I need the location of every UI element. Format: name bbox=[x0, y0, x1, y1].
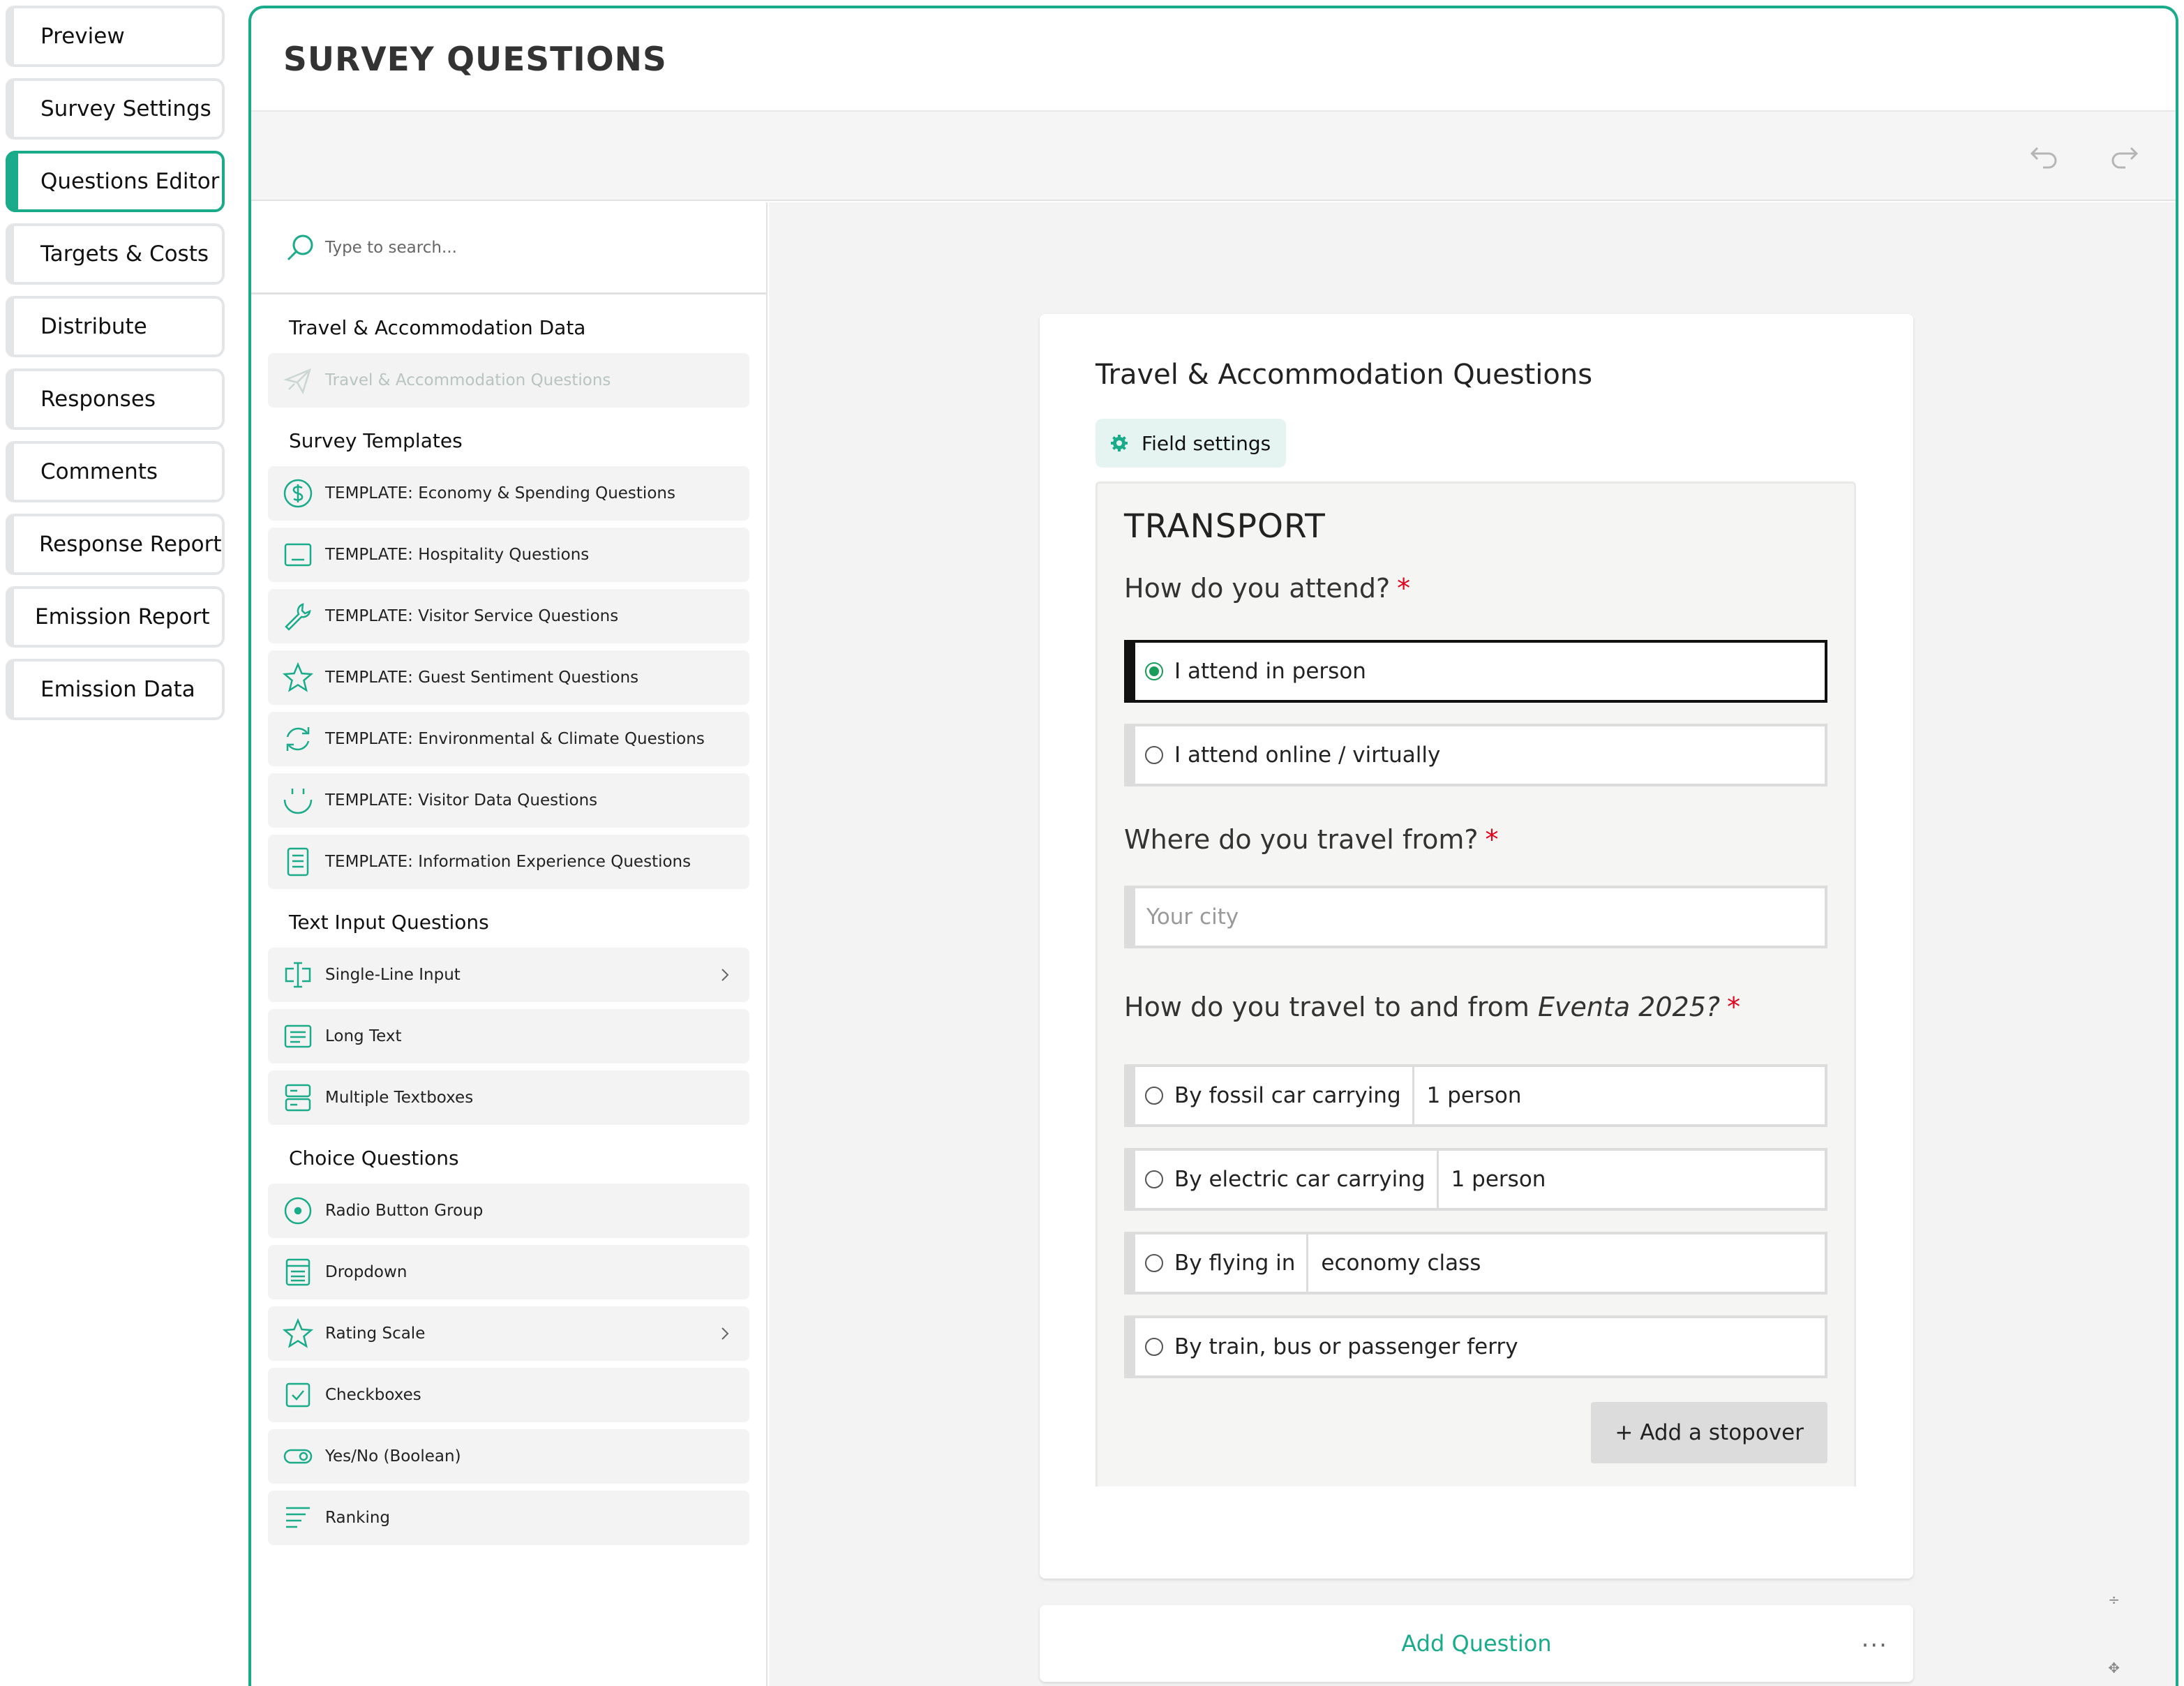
event-name: Eventa 2025? bbox=[1537, 992, 1721, 1022]
nav-label: Survey Settings bbox=[40, 96, 211, 121]
add-question-button[interactable] bbox=[1040, 1605, 1913, 1682]
search-icon bbox=[285, 232, 315, 263]
nav-survey-settings[interactable] bbox=[6, 78, 225, 140]
document-icon bbox=[282, 846, 314, 878]
nav-targets-costs[interactable] bbox=[6, 223, 225, 285]
tool-label: Travel & Accommodation Questions bbox=[325, 371, 611, 389]
category-title: Survey Templates bbox=[289, 428, 463, 452]
flight-class-select[interactable]: economy class bbox=[1306, 1234, 1481, 1292]
question-travel-mode bbox=[1124, 992, 1740, 1022]
star-icon bbox=[282, 662, 314, 694]
option-label: I attend in person bbox=[1174, 659, 1366, 684]
editor-frame bbox=[248, 6, 2178, 1686]
star-icon bbox=[282, 1318, 314, 1350]
radio-icon bbox=[282, 1195, 314, 1227]
smile-icon bbox=[282, 784, 314, 816]
tool-label: TEMPLATE: Visitor Data Questions bbox=[325, 791, 598, 810]
tool-single-line-input[interactable] bbox=[268, 948, 749, 1002]
nav-response-report[interactable] bbox=[6, 514, 225, 575]
nav-label: Preview bbox=[40, 24, 125, 49]
radio[interactable] bbox=[1145, 1338, 1163, 1356]
chevron-right-icon[interactable] bbox=[715, 964, 735, 985]
radio-selected[interactable] bbox=[1145, 662, 1163, 680]
question-card[interactable] bbox=[1040, 314, 1913, 1579]
nav-questions-editor[interactable] bbox=[6, 151, 225, 212]
toolbox-search[interactable] bbox=[251, 202, 766, 294]
redo-icon[interactable] bbox=[2109, 144, 2139, 172]
passenger-count-select[interactable]: 1 person bbox=[1437, 1151, 1546, 1208]
nav-comments[interactable] bbox=[6, 441, 225, 502]
radio[interactable] bbox=[1145, 1170, 1163, 1188]
tool-yes-no-boolean[interactable] bbox=[268, 1429, 749, 1484]
tool-label: Ranking bbox=[325, 1509, 391, 1527]
page-header bbox=[251, 8, 2176, 112]
question-text: How do you attend? bbox=[1124, 573, 1391, 604]
tool-label: Yes/No (Boolean) bbox=[325, 1447, 461, 1465]
tool-rating-scale[interactable] bbox=[268, 1306, 749, 1361]
nav-label: Responses bbox=[40, 387, 156, 412]
tool-radio-button-group[interactable] bbox=[268, 1184, 749, 1238]
text-cursor-icon bbox=[282, 959, 314, 991]
tool-template-environmental[interactable] bbox=[268, 712, 749, 766]
tool-template-economy[interactable] bbox=[268, 466, 749, 521]
question-travel-from bbox=[1124, 824, 1499, 855]
field-settings-button[interactable] bbox=[1095, 419, 1286, 468]
tool-template-guest-sentiment[interactable] bbox=[268, 650, 749, 705]
option-flying[interactable] bbox=[1124, 1232, 1827, 1295]
nav-label: Distribute bbox=[40, 314, 147, 339]
move-icon[interactable]: ✥ bbox=[2108, 1659, 2120, 1676]
question-text: How do you travel to and from bbox=[1124, 992, 1538, 1022]
dollar-icon bbox=[282, 477, 314, 509]
question-title: Travel & Accommodation Questions bbox=[1095, 359, 1593, 391]
option-label: By fossil car carrying bbox=[1174, 1083, 1401, 1108]
toggle-icon bbox=[282, 1440, 314, 1472]
field-settings-label: Field settings bbox=[1142, 431, 1271, 455]
question-text: Where do you travel from? bbox=[1124, 824, 1479, 855]
nav-label: Response Report bbox=[39, 532, 222, 557]
tool-label: TEMPLATE: Guest Sentiment Questions bbox=[325, 669, 639, 687]
nav-label: Questions Editor bbox=[40, 169, 220, 194]
nav-label: Emission Report bbox=[35, 604, 210, 629]
tool-label: TEMPLATE: Hospitality Questions bbox=[325, 546, 590, 564]
expand-icon[interactable]: ÷ bbox=[2108, 1591, 2120, 1608]
nav-emission-report[interactable] bbox=[6, 586, 225, 648]
transport-panel bbox=[1095, 482, 1856, 1486]
add-stopover-button[interactable]: + Add a stopover bbox=[1591, 1402, 1827, 1463]
nav-label: Emission Data bbox=[40, 677, 195, 702]
passenger-count-select[interactable]: 1 person bbox=[1412, 1067, 1522, 1124]
option-attend-online[interactable] bbox=[1124, 724, 1827, 786]
dropdown-icon bbox=[282, 1256, 314, 1288]
tool-template-information-experience[interactable] bbox=[268, 835, 749, 889]
checkbox-icon bbox=[282, 1379, 314, 1411]
wrench-icon bbox=[282, 600, 314, 632]
radio[interactable] bbox=[1145, 1087, 1163, 1105]
tool-label: TEMPLATE: Environmental & Climate Questions bbox=[325, 730, 705, 748]
option-label: By flying in bbox=[1174, 1251, 1296, 1276]
tool-label: Multiple Textboxes bbox=[325, 1089, 474, 1107]
nav-distribute[interactable] bbox=[6, 296, 225, 357]
tool-label: Checkboxes bbox=[325, 1386, 421, 1404]
option-label: I attend online / virtually bbox=[1174, 743, 1441, 768]
option-attend-in-person[interactable] bbox=[1124, 640, 1827, 703]
radio[interactable] bbox=[1145, 1254, 1163, 1272]
radio[interactable] bbox=[1145, 746, 1163, 764]
tool-dropdown[interactable] bbox=[268, 1245, 749, 1299]
design-surface bbox=[769, 202, 2176, 1686]
more-options-icon[interactable]: ··· bbox=[1861, 1632, 1888, 1659]
plane-icon bbox=[282, 364, 314, 396]
long-text-icon bbox=[282, 1020, 314, 1052]
cycle-icon bbox=[282, 723, 314, 755]
chevron-right-icon[interactable] bbox=[715, 1323, 735, 1344]
category-title: Text Input Questions bbox=[289, 910, 489, 934]
tool-label: TEMPLATE: Economy & Spending Questions bbox=[325, 484, 675, 502]
tool-checkboxes[interactable] bbox=[268, 1368, 749, 1422]
nav-responses[interactable] bbox=[6, 368, 225, 430]
tool-label: TEMPLATE: Information Experience Questions bbox=[325, 853, 691, 871]
required-mark: * bbox=[1397, 573, 1411, 604]
tool-label: Long Text bbox=[325, 1027, 402, 1045]
option-train-bus-ferry[interactable] bbox=[1124, 1315, 1827, 1378]
option-label: By train, bus or passenger ferry bbox=[1174, 1334, 1518, 1359]
tool-label: Radio Button Group bbox=[325, 1202, 484, 1220]
undo-icon[interactable] bbox=[2029, 144, 2060, 172]
tool-ranking[interactable] bbox=[268, 1491, 749, 1545]
question-attend bbox=[1124, 573, 1410, 604]
tool-long-text[interactable] bbox=[268, 1009, 749, 1064]
textboxes-icon bbox=[282, 1082, 314, 1114]
nav-label: Targets & Costs bbox=[40, 241, 209, 267]
required-mark: * bbox=[1485, 824, 1499, 855]
city-input[interactable]: Your city bbox=[1124, 886, 1827, 948]
category-title: Choice Questions bbox=[289, 1146, 459, 1170]
option-electric-car[interactable] bbox=[1124, 1148, 1827, 1211]
tool-label: Dropdown bbox=[325, 1263, 407, 1281]
gear-icon bbox=[1109, 433, 1129, 453]
editor-toolbar bbox=[251, 112, 2176, 201]
tool-label: Rating Scale bbox=[325, 1325, 426, 1343]
tool-template-hospitality[interactable] bbox=[268, 528, 749, 582]
tool-template-visitor-service[interactable] bbox=[268, 589, 749, 643]
page-title: SURVEY QUESTIONS bbox=[283, 40, 667, 79]
nav-preview[interactable] bbox=[6, 6, 225, 67]
toolbox-panel bbox=[251, 202, 768, 1686]
panel-title: TRANSPORT bbox=[1124, 507, 1326, 546]
nav-label: Comments bbox=[40, 459, 158, 484]
category-title: Travel & Accommodation Data bbox=[289, 315, 586, 339]
nav-emission-data[interactable] bbox=[6, 659, 225, 720]
option-fossil-car[interactable] bbox=[1124, 1064, 1827, 1127]
tool-travel-accommodation-questions[interactable] bbox=[268, 353, 749, 408]
side-nav bbox=[6, 6, 225, 731]
tray-icon bbox=[282, 539, 314, 571]
search-input[interactable]: Type to search... bbox=[325, 238, 457, 257]
add-question-label: Add Question bbox=[1401, 1630, 1552, 1657]
required-mark: * bbox=[1727, 992, 1741, 1022]
tool-label: Single-Line Input bbox=[325, 966, 461, 984]
tool-template-visitor-data[interactable] bbox=[268, 773, 749, 828]
ranking-icon bbox=[282, 1502, 314, 1534]
option-label: By electric car carrying bbox=[1174, 1167, 1426, 1192]
tool-label: TEMPLATE: Visitor Service Questions bbox=[325, 607, 619, 625]
tool-multiple-textboxes[interactable] bbox=[268, 1070, 749, 1125]
